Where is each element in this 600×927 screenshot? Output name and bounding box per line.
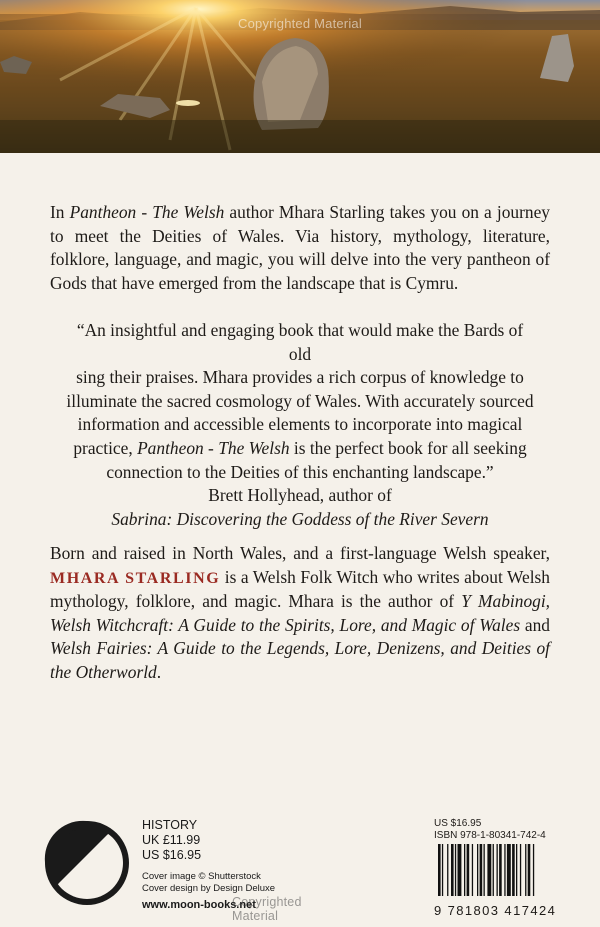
barcode-bars [434,842,574,898]
author-bio [50,542,550,685]
barcode-bar [480,844,483,896]
quote-book-title: Pantheon - The Welsh [137,437,290,458]
category-label: HISTORY [142,818,198,832]
barcode-bar [442,844,443,896]
blurb-book-title: Pantheon - The Welsh [69,202,225,222]
bio-text: . [156,661,162,682]
barcode-bar [455,844,456,896]
price-us: US $16.95 [142,848,202,862]
barcode-bar [533,844,534,896]
barcode-bar [504,844,505,896]
watermark-top: Copyrighted Material [238,16,362,31]
publisher-moon-logo-icon [44,820,130,906]
barcode-bar [464,844,465,896]
cover-image-credit: Cover image © Shutterstock [142,871,261,882]
barcode-bar [512,844,515,896]
publisher-website: www.moon-books.net [142,899,256,911]
cover-photo-landscape [0,0,600,153]
quote-text: practice, [73,437,138,458]
barcode-digits: 9 781803 417424 [434,903,557,918]
barcode-bar [438,844,441,896]
blurb-lead: In [50,202,70,222]
barcode-bar [528,844,531,896]
quote-line: information and accessible elements to incorporate into magical [77,414,523,435]
quote-line [66,437,534,461]
barcode-bar [520,844,521,896]
quote-line: “An insightful and engaging book that would make the Bards of old [76,320,524,364]
quote-source-title: Sabrina: Discovering the Goddess of the River Severn [111,508,489,529]
isbn-barcode [434,818,574,918]
watermark-bottom: Copyrighted Material [232,895,302,923]
book-description [50,201,550,295]
barcode-bar [472,844,473,896]
bio-book-title: Y Mabinogi, Welsh Witchcraft: A Guide to the Spirits, Lore, and Magic of Wales [50,591,551,635]
bio-text: is a Welsh Folk Witch who writes about Welsh mythology, folklore, and magic. Mhara is the author of [50,566,550,612]
quote-text: is the perfect book for all seeking [289,437,527,458]
barcode-bar [451,844,454,896]
blurb-text: author Mhara Starling takes you on a journey to meet the Deities of Wales. Via history, mythology, literature, folklore, language, and magic, you will delve into the very pantheon of Gods that have emerged from the landscape that is Cymru. [50,202,550,293]
publisher-info [142,818,302,923]
cover-design-credit: Cover design by Design Deluxe [142,883,276,894]
quote-attribution: Brett Hollyhead, author of [208,485,392,506]
barcode-bar [516,844,517,896]
quote-line: connection to the Deities of this enchanting landscape.” [106,461,494,482]
barcode-isbn: ISBN 978-1-80341-742-4 [434,830,546,841]
bio-book-title: Welsh Fairies: A Guide to the Legends, Lore, Denizens, and Deities of the Otherworld [50,638,550,682]
barcode-bar [467,844,470,896]
barcode-bar [493,844,494,896]
barcode-price: US $16.95 [434,818,482,829]
barcode-bar [497,844,498,896]
quote-line: sing their praises. Mhara provides a rich corpus of knowledge to [76,367,524,388]
bio-text: and [520,614,550,635]
barcode-bar [499,844,502,896]
barcode-bar [447,844,448,896]
barcode-bar [525,844,526,896]
barcode-bar [487,844,491,896]
barcode-bar [477,844,478,896]
price-uk: UK £11.99 [142,833,201,847]
barcode-bar [507,844,511,896]
barcode-bar [458,844,462,896]
bio-text: Born and raised in North Wales, and a first-language Welsh speaker, [50,543,550,563]
quote-line: illuminate the sacred cosmology of Wales. With accurately sourced [66,390,534,411]
barcode-bar [484,844,485,896]
endorsement-quote [66,319,534,531]
author-name: MHARA STARLING [50,569,221,587]
